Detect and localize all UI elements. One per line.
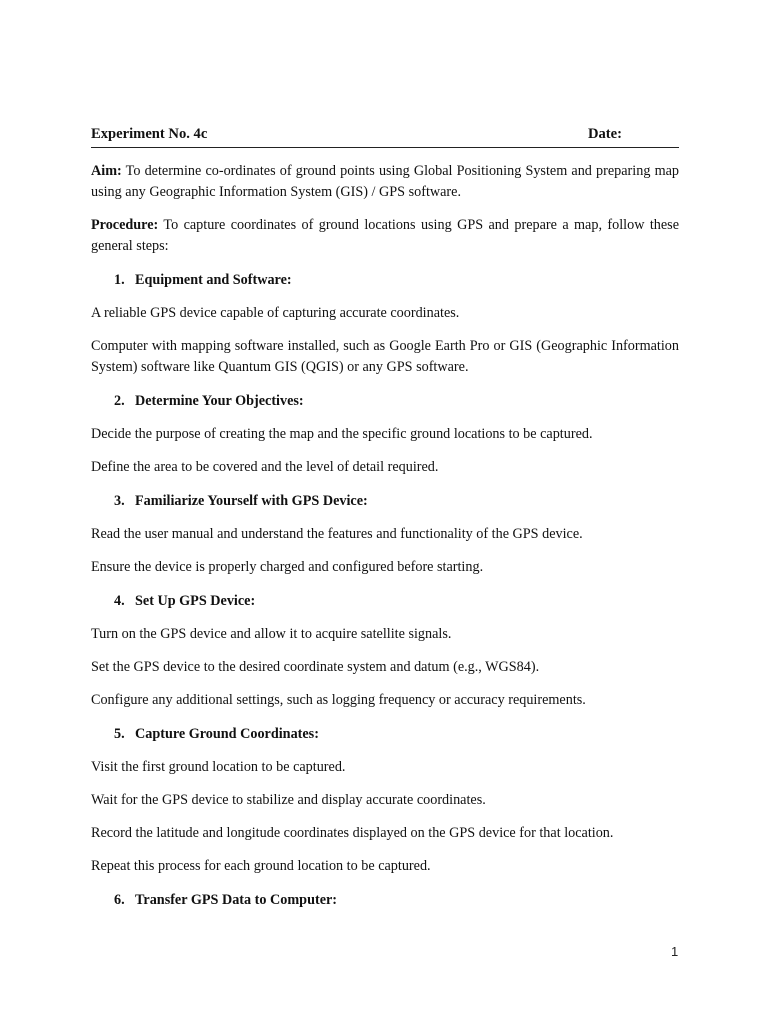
section-capture xyxy=(91,724,679,877)
section-heading xyxy=(91,270,679,291)
section-heading xyxy=(91,591,679,612)
section-paragraph: Wait for the GPS device to stabilize and display accurate coordinates. xyxy=(91,792,486,808)
section-familiarize xyxy=(91,491,679,578)
section-title: Determine Your Objectives: xyxy=(135,393,304,409)
page-number: 1 xyxy=(671,944,679,959)
aim-text: To determine co-ordinates of ground points using Global Positioning System and preparing map using any Geographic Information System (GIS) / GPS software. xyxy=(91,163,679,200)
section-title: Set Up GPS Device: xyxy=(135,593,256,609)
section-transfer xyxy=(91,890,679,911)
section-objectives xyxy=(91,391,679,478)
section-paragraph: Set the GPS device to the desired coordinate system and datum (e.g., WGS84). xyxy=(91,659,540,675)
section-paragraph: Turn on the GPS device and allow it to acquire satellite signals. xyxy=(91,626,452,642)
section-paragraph: Record the latitude and longitude coordinates displayed on the GPS device for that location. xyxy=(91,825,614,841)
section-setup xyxy=(91,591,679,711)
section-title: Equipment and Software: xyxy=(135,272,292,288)
section-number: 4. xyxy=(114,593,125,609)
aim-label: Aim: xyxy=(91,163,122,179)
section-paragraph: A reliable GPS device capable of capturing accurate coordinates. xyxy=(91,305,460,321)
procedure-label: Procedure: xyxy=(91,217,159,233)
section-heading xyxy=(91,491,679,512)
section-number: 2. xyxy=(114,393,125,409)
section-paragraph: Configure any additional settings, such as logging frequency or accuracy requirements. xyxy=(91,692,586,708)
section-title: Transfer GPS Data to Computer: xyxy=(135,892,338,908)
section-number: 5. xyxy=(114,726,125,742)
section-paragraph: Visit the first ground location to be captured. xyxy=(91,759,346,775)
document-page xyxy=(91,126,679,923)
section-number: 6. xyxy=(114,892,125,908)
section-equipment xyxy=(91,270,679,378)
section-heading xyxy=(91,724,679,745)
procedure-paragraph xyxy=(91,215,679,257)
experiment-header xyxy=(91,126,679,148)
experiment-title: Experiment No. 4c xyxy=(91,126,208,142)
procedure-text: To capture coordinates of ground locations using GPS and prepare a map, follow these general steps: xyxy=(91,217,679,254)
date-label: Date: xyxy=(587,126,622,142)
section-paragraph: Ensure the device is properly charged and configured before starting. xyxy=(91,559,484,575)
aim-paragraph xyxy=(91,161,679,203)
section-paragraph: Repeat this process for each ground location to be captured. xyxy=(91,858,431,874)
section-title: Capture Ground Coordinates: xyxy=(135,726,319,742)
section-paragraph: Read the user manual and understand the features and functionality of the GPS device. xyxy=(91,526,583,542)
section-paragraph: Decide the purpose of creating the map and the specific ground locations to be captured. xyxy=(91,426,593,442)
section-number: 3. xyxy=(114,493,125,509)
section-heading xyxy=(91,890,679,911)
section-number: 1. xyxy=(114,272,125,288)
section-paragraph: Computer with mapping software installed, such as Google Earth Pro or GIS (Geographic Information System) software like Quantum GIS (QGIS) or any GPS software. xyxy=(91,338,679,375)
section-title: Familiarize Yourself with GPS Device: xyxy=(135,493,368,509)
section-heading xyxy=(91,391,679,412)
section-paragraph: Define the area to be covered and the level of detail required. xyxy=(91,459,439,475)
